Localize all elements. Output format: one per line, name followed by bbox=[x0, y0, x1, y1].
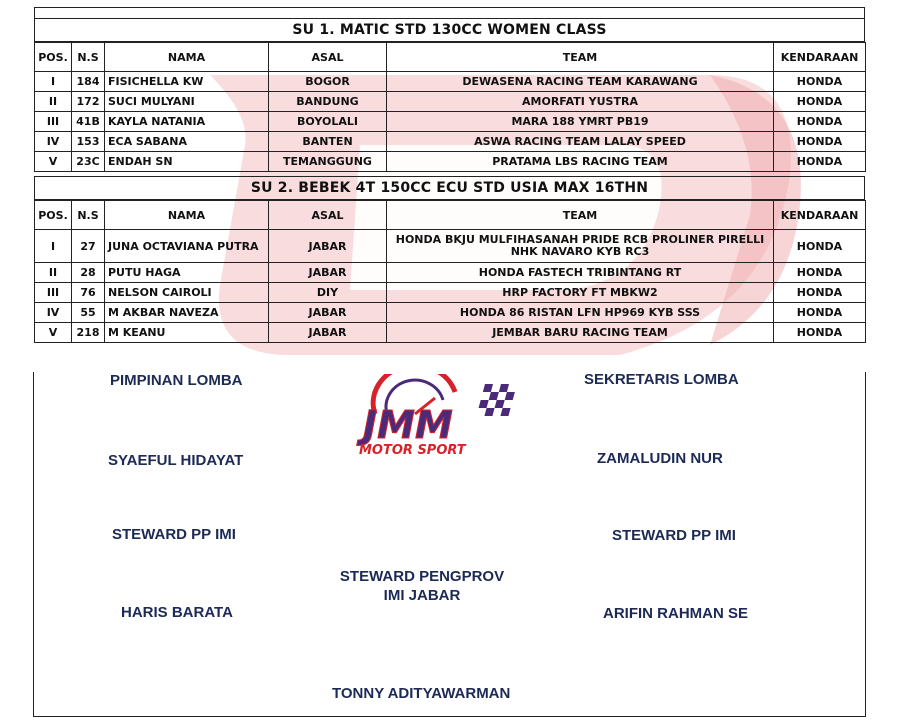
table-row bbox=[35, 72, 866, 92]
cell-kendaraan: HONDA bbox=[774, 303, 866, 323]
cell-team: PRATAMA LBS RACING TEAM bbox=[387, 152, 774, 172]
cell-ns: 27 bbox=[72, 230, 105, 263]
cell-pos: II bbox=[35, 263, 72, 283]
cell-asal: JABAR bbox=[269, 323, 387, 343]
table-row bbox=[35, 152, 866, 172]
steward-right-name: ARIFIN RAHMAN SE bbox=[603, 605, 748, 622]
table-header-row bbox=[35, 201, 866, 230]
cell-asal: JABAR bbox=[269, 230, 387, 263]
header-asal: ASAL bbox=[269, 43, 387, 72]
cell-asal: JABAR bbox=[269, 263, 387, 283]
header-nama: NAMA bbox=[105, 201, 269, 230]
table-row bbox=[35, 323, 866, 343]
cell-team: MARA 188 YMRT PB19 bbox=[387, 112, 774, 132]
cell-nama: M KEANU bbox=[105, 323, 269, 343]
cell-team: HONDA BKJU MULFIHASANAH PRIDE RCB PROLINER PIRELLI NHK NAVARO KYB RC3 bbox=[387, 230, 774, 263]
header-ns: N.S bbox=[72, 201, 105, 230]
cell-kendaraan: HONDA bbox=[774, 230, 866, 263]
table-row bbox=[35, 230, 866, 263]
logo-main-text: JMM bbox=[363, 403, 453, 447]
table-row bbox=[35, 132, 866, 152]
cell-kendaraan: HONDA bbox=[774, 92, 866, 112]
section-1-table bbox=[34, 42, 866, 172]
pimpinan-title: PIMPINAN LOMBA bbox=[110, 372, 243, 389]
cell-ns: 55 bbox=[72, 303, 105, 323]
sekretaris-name: ZAMALUDIN NUR bbox=[597, 450, 723, 467]
cell-asal: BOYOLALI bbox=[269, 112, 387, 132]
cell-asal: DIY bbox=[269, 283, 387, 303]
cell-ns: 41B bbox=[72, 112, 105, 132]
section-2-table bbox=[34, 200, 866, 343]
header-nama: NAMA bbox=[105, 43, 269, 72]
cell-nama: ENDAH SN bbox=[105, 152, 269, 172]
cell-nama: ECA SABANA bbox=[105, 132, 269, 152]
cell-nama: NELSON CAIROLI bbox=[105, 283, 269, 303]
cell-team: HONDA FASTECH TRIBINTANG RT bbox=[387, 263, 774, 283]
steward-pengprov-line1: STEWARD PENGPROV bbox=[339, 568, 505, 585]
cell-nama: SUCI MULYANI bbox=[105, 92, 269, 112]
cell-kendaraan: HONDA bbox=[774, 132, 866, 152]
pimpinan-name: SYAEFUL HIDAYAT bbox=[108, 452, 244, 469]
cell-ns: 28 bbox=[72, 263, 105, 283]
cell-kendaraan: HONDA bbox=[774, 72, 866, 92]
cell-ns: 23C bbox=[72, 152, 105, 172]
steward-left-title: STEWARD PP IMI bbox=[112, 526, 236, 543]
header-asal: ASAL bbox=[269, 201, 387, 230]
steward-left-name: HARIS BARATA bbox=[121, 604, 233, 621]
cell-asal: JABAR bbox=[269, 303, 387, 323]
cell-ns: 172 bbox=[72, 92, 105, 112]
cell-pos: III bbox=[35, 112, 72, 132]
table-row bbox=[35, 283, 866, 303]
cell-asal: BANTEN bbox=[269, 132, 387, 152]
cell-pos: I bbox=[35, 230, 72, 263]
cell-kendaraan: HONDA bbox=[774, 263, 866, 283]
cell-nama: JUNA OCTAVIANA PUTRA bbox=[105, 230, 269, 263]
steward-right-title: STEWARD PP IMI bbox=[612, 527, 736, 544]
sekretaris-title: SEKRETARIS LOMBA bbox=[584, 371, 739, 388]
cell-team: AMORFATI YUSTRA bbox=[387, 92, 774, 112]
table-row bbox=[35, 92, 866, 112]
cell-asal: BANDUNG bbox=[269, 92, 387, 112]
table-row bbox=[35, 112, 866, 132]
cell-nama: FISICHELLA KW bbox=[105, 72, 269, 92]
header-team: TEAM bbox=[387, 201, 774, 230]
cell-pos: III bbox=[35, 283, 72, 303]
cell-kendaraan: HONDA bbox=[774, 152, 866, 172]
cell-pos: V bbox=[35, 323, 72, 343]
header-pos: POS. bbox=[35, 43, 72, 72]
header-kendaraan: KENDARAAN bbox=[774, 43, 866, 72]
header-ns: N.S bbox=[72, 43, 105, 72]
cell-pos: IV bbox=[35, 132, 72, 152]
table-row bbox=[35, 263, 866, 283]
cell-nama: PUTU HAGA bbox=[105, 263, 269, 283]
cell-asal: TEMANGGUNG bbox=[269, 152, 387, 172]
cell-pos: V bbox=[35, 152, 72, 172]
steward-pengprov-name: TONNY ADITYAWARMAN bbox=[332, 685, 511, 702]
cell-kendaraan: HONDA bbox=[774, 283, 866, 303]
results-sheet bbox=[34, 7, 865, 343]
cell-nama: M AKBAR NAVEZA bbox=[105, 303, 269, 323]
cell-ns: 76 bbox=[72, 283, 105, 303]
cell-pos: I bbox=[35, 72, 72, 92]
logo-sub-text: MOTOR SPORT bbox=[359, 443, 466, 458]
header-team: TEAM bbox=[387, 43, 774, 72]
cell-team: DEWASENA RACING TEAM KARAWANG bbox=[387, 72, 774, 92]
cell-kendaraan: HONDA bbox=[774, 112, 866, 132]
header-pos: POS. bbox=[35, 201, 72, 230]
cell-asal: BOGOR bbox=[269, 72, 387, 92]
cell-team: HRP FACTORY FT MBKW2 bbox=[387, 283, 774, 303]
cell-kendaraan: HONDA bbox=[774, 323, 866, 343]
jmm-motor-sport-logo bbox=[355, 374, 545, 460]
cell-ns: 218 bbox=[72, 323, 105, 343]
section-2-title: SU 2. BEBEK 4T 150CC ECU STD USIA MAX 16THN bbox=[34, 176, 865, 200]
cell-team: JEMBAR BARU RACING TEAM bbox=[387, 323, 774, 343]
cell-pos: IV bbox=[35, 303, 72, 323]
cell-ns: 184 bbox=[72, 72, 105, 92]
cell-team: ASWA RACING TEAM LALAY SPEED bbox=[387, 132, 774, 152]
cell-pos: II bbox=[35, 92, 72, 112]
cell-team: HONDA 86 RISTAN LFN HP969 KYB SSS bbox=[387, 303, 774, 323]
section-1-title: SU 1. MATIC STD 130CC WOMEN CLASS bbox=[34, 18, 865, 42]
cell-ns: 153 bbox=[72, 132, 105, 152]
sheet-top-border bbox=[34, 7, 865, 18]
table-row bbox=[35, 303, 866, 323]
cell-nama: KAYLA NATANIA bbox=[105, 112, 269, 132]
table-header-row bbox=[35, 43, 866, 72]
steward-pengprov-line2: IMI JABAR bbox=[383, 587, 461, 604]
header-kendaraan: KENDARAAN bbox=[774, 201, 866, 230]
